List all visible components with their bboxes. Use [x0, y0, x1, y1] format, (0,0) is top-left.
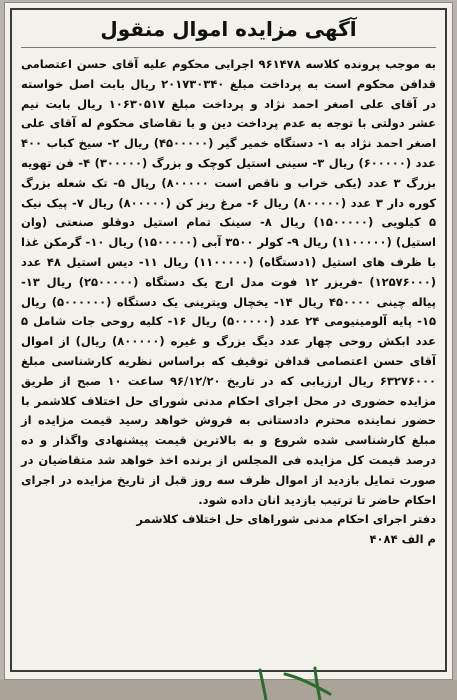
scan-background-strip: [0, 680, 457, 700]
notice-frame: [10, 8, 447, 672]
notice-title: آگهی مزایده اموال منقول: [21, 14, 436, 48]
notice-signature: دفتر اجرای احکام مدنی شوراهای حل اختلاف کلاشمر: [136, 512, 436, 527]
notice-code: م الف ۴۰۸۴: [369, 532, 436, 547]
newspaper-clipping: [4, 2, 453, 680]
notice-body: به موجب پرونده کلاسه ۹۶۱۴۷۸ اجرایی محکوم علیه آقای حسن اعتصامی قدافن محکوم است به پرداخت مبلغ ۲۰۱۷۳۰۳۴۰ ریال بابت اصل خواسته در آقای علی اصغر احمد نژاد و پرداخت مبلغ ۱۰۶۳۰۵۱۷ ریال بابت نیم عشر دولتی با توجه به عدم پرداخت دین و با تقاضای محکوم له آقای علی اصغر احمد نژاد به ۱- دستگاه خمیر گیر (۴۵۰۰۰۰۰) ریال ۲- سیخ کباب ۴۰۰ عدد (۶۰۰۰۰۰) ریال ۳- سینی استیل کوچک و بزرگ (۳۰۰۰۰۰) ۴- فن تهویه بزرگ ۳ عدد (یکی خراب و ناقص است ۸۰۰۰۰۰) ریال ۵- تک شعله بزرگ کوره دار ۳ عدد (۸۰۰۰۰۰) ریال ۶- مرغ ریز کن (۸۰۰۰۰۰) ریال ۷- پیک نیک ۵ کیلویی (۱۵۰۰۰۰۰) ریال ۸- سینک تمام استیل دوقلو صنعتی (وان استیل) (۱۱۰۰۰۰۰) ریال ۹- کولر ۳۵۰۰ آبی (۱۵۰۰۰۰۰) ریال ۱۰- گرمکن غذا با ظرف های استیل (۱دستگاه) (۱۱۰۰۰۰۰) ریال ۱۱- دیس استیل ۴۸ عدد (۱۲۵۷۶۰۰۰) -فریزر ۱۲ فوت مدل ارج یک دستگاه (۲۵۰۰۰۰۰) ریال ۱۳- پیاله چینی ۴۵۰۰۰۰ ریال ۱۴- یخچال ویترینی یک دستگاه (۵۰۰۰۰۰۰) ریال ۱۵- پایه آلومینیومی ۲۴ عدد (۵۰۰۰۰۰) ریال ۱۶- کلیه روحی جات شامل ۵ عدد ابکش روحی چهار عدد دیگ بزرگ و غیره (۸۰۰۰۰۰) ریال) از اموال آقای حسن اعتصامی قدافن توقیف که براساس نظریه کارشناسی مبلغ ۶۳۲۷۶۰۰۰ ریال ارزیابی که در تاریخ ۹۶/۱۲/۲۰ ساعت ۱۰ صبح از طریق مزایده حضوری در محل اجرای احکام مدنی شورای حل اختلاف کلاشمر با حضور نماینده محترم دادستانی به فروش خواهد رسید قیمت مزایده از مبلغ کارشناسی شده شروع و به بالاترین قیمت پیشنهادی واگذار و ده درصد قیمت کل مزایده فی المجلس از برنده اخذ خواهد شد متقاضیان در صورت تمایل بازدید از اموال ظرف سه روز قبل از تاریخ مزایده در اجرای احکام حاضر تا ترتیب بازدید انان داده شود.: [21, 57, 437, 507]
